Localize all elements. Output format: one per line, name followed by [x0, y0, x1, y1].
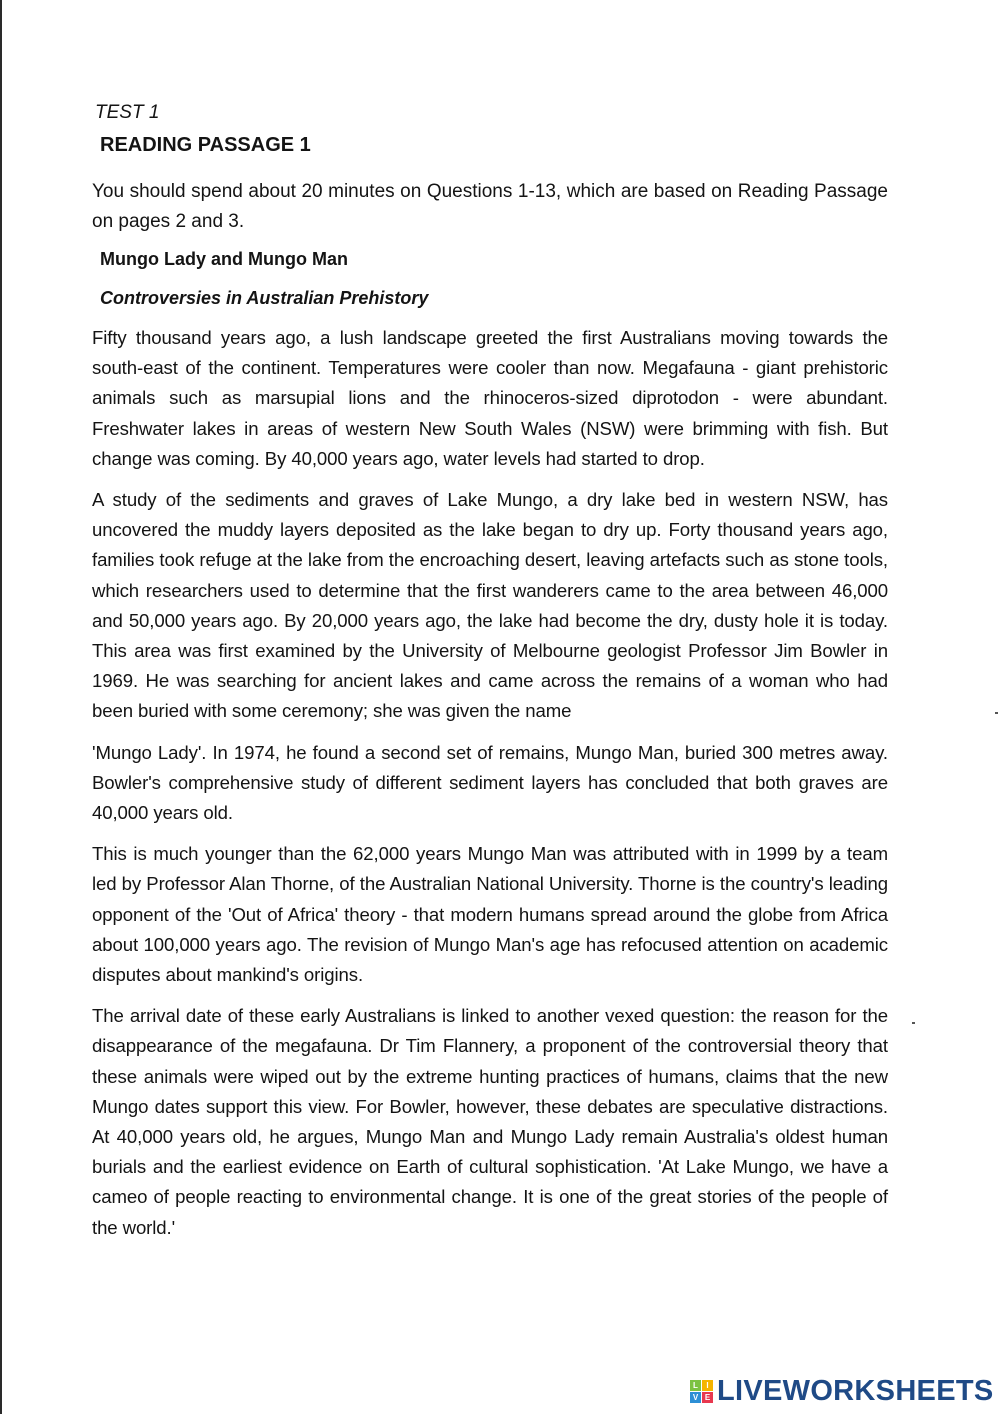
paragraph: A study of the sediments and graves of Lake Mungo, a dry lake bed in western NSW, has uncovered the muddy layers deposited as the lake began to dry up. Forty thousand years ago, families took refuge at the lake from the encroaching desert, leaving artefacts such as stone tools, which researchers used to determine that the first wanderers came to the area between 46,000 and 50,000 years ago. By 20,000 years ago, the lake had become the dry, dusty hole it is today. This area was first examined by the University of Melbourne geologist Professor Jim Bowler in 1969. He was searching for ancient lakes and came across the remains of a woman who had been buried with some ceremony; she was given the name	[92, 489, 888, 722]
scan-speck	[912, 1022, 915, 1024]
scan-speck	[995, 712, 998, 714]
paragraph: The arrival date of these early Australians is linked to another vexed question: the reason for the disappearance of the megafauna. Dr Tim Flannery, a proponent of the controversial theory that these animals were wiped out by the extreme hunting practices of humans, claims that the new Mungo dates support this view. For Bowler, however, these debates are speculative distractions. At 40,000 years old, he argues, Mungo Man and Mungo Lady remain Australia's oldest human burials and the earliest evidence on Earth of cultural sophistication. 'At Lake Mungo, we have a cameo of people reacting to environmental change. It is one of the great stories of the people of the world.'	[92, 1005, 888, 1238]
test-label: TEST 1	[95, 102, 160, 123]
document-page	[92, 102, 888, 1254]
page-edge	[0, 0, 2, 1414]
article-title: Mungo Lady and Mungo Man	[100, 249, 348, 269]
article-subtitle: Controversies in Australian Prehistory	[100, 288, 429, 308]
logo-block: I	[702, 1380, 713, 1391]
instructions: You should spend about 20 minutes on Questions 1-13, which are based on Reading Passage on pages 2 and 3.	[92, 181, 888, 232]
logo-block: V	[690, 1392, 701, 1403]
passage-title: READING PASSAGE 1	[100, 134, 311, 156]
logo-block: E	[702, 1392, 713, 1403]
liveworksheets-logo[interactable]	[690, 1375, 994, 1408]
logo-block: L	[690, 1380, 701, 1391]
paragraph: This is much younger than the 62,000 years Mungo Man was attributed with in 1999 by a team led by Professor Alan Thorne, of the Australian National University. Thorne is the country's leading opponent of the 'Out of Africa' theory - that modern humans spread around the globe from Africa about 100,000 years ago. The revision of Mungo Man's age has refocused attention on academic disputes about mankind's origins.	[92, 843, 888, 986]
live-blocks-icon	[690, 1380, 713, 1403]
paragraph: Fifty thousand years ago, a lush landscape greeted the first Australians moving towards the south-east of the continent. Temperatures were cooler than now. Megafauna - giant prehistoric animals such as marsupial lions and the rhinoceros-sized diprotodon - were abundant. Freshwater lakes in areas of western New South Wales (NSW) were brimming with fish. But change was coming. By 40,000 years ago, water levels had started to drop.	[92, 327, 888, 469]
paragraph: 'Mungo Lady'. In 1974, he found a second set of remains, Mungo Man, buried 300 metres away. Bowler's comprehensive study of different sediment layers has concluded that both graves are 40,000 years old.	[92, 741, 888, 824]
logo-text: LIVEWORKSHEETS	[717, 1375, 994, 1407]
